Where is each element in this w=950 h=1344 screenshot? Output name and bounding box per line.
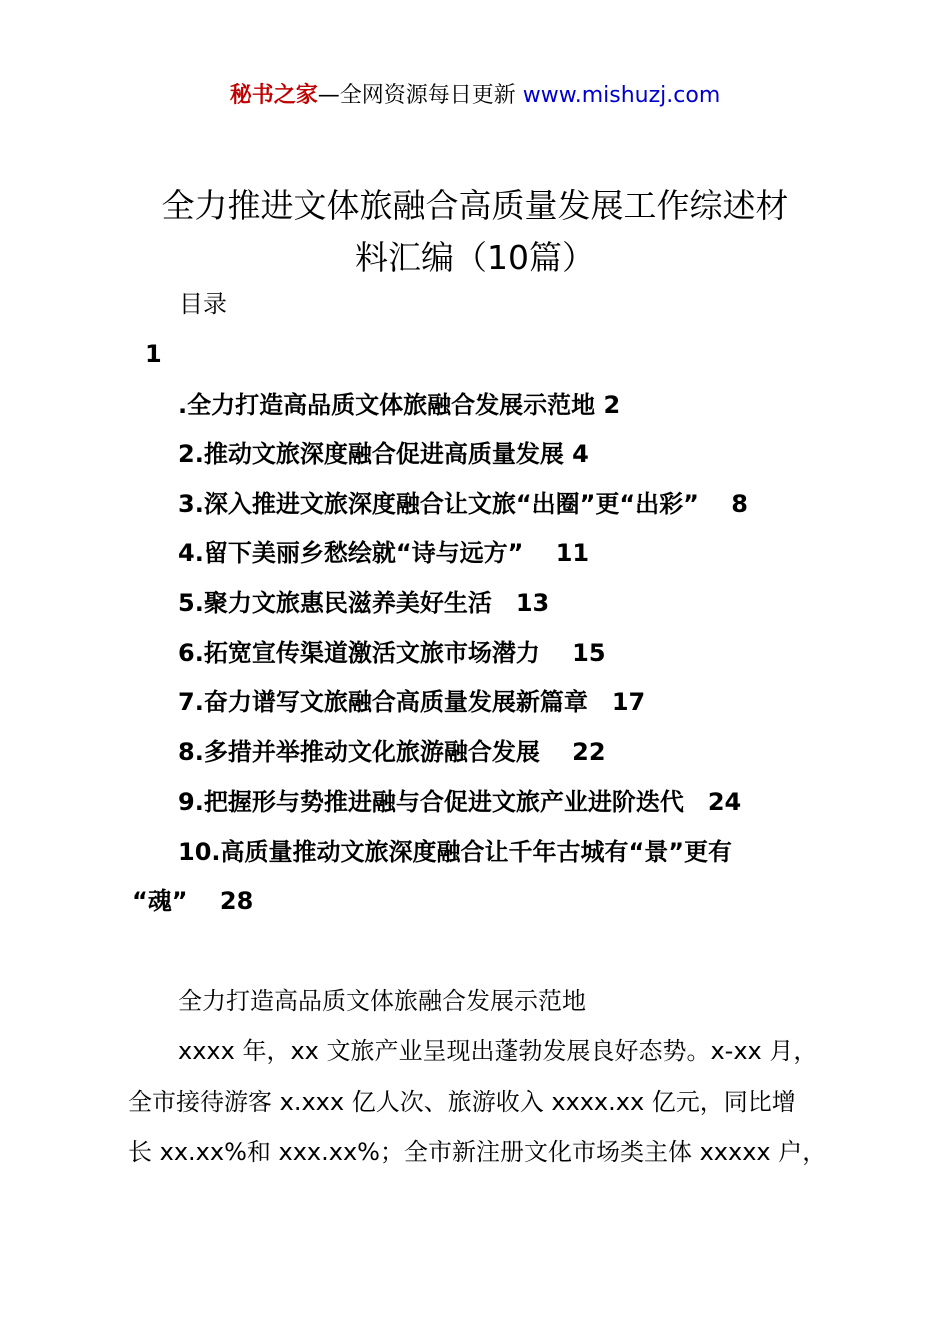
brand-name: 秘书之家 — [229, 83, 318, 108]
toc-item-9[interactable]: 9.把握形与势推进融与合促进文旅产业进阶迭代 24 — [178, 788, 742, 816]
toc-item-6[interactable]: 6.拓宽宣传渠道激活文旅市场潜力 15 — [178, 639, 606, 667]
toc-item-2[interactable]: 2.推动文旅深度融合促进高质量发展 4 — [178, 440, 589, 468]
toc-item-7[interactable]: 7.奋力谱写文旅融合高质量发展新篇章 17 — [178, 688, 646, 716]
document-title — [120, 180, 830, 284]
section-heading: 全力打造高品质文体旅融合发展示范地 — [178, 987, 586, 1015]
toc-item-4[interactable]: 4.留下美丽乡愁绘就“诗与远方” 11 — [178, 539, 590, 567]
toc-first-page-number: 1 — [145, 340, 162, 368]
title-line-2: 料汇编（10篇） — [355, 238, 595, 277]
title-line-1: 全力推进文体旅融合高质量发展工作综述材 — [161, 186, 789, 225]
site-url-link[interactable]: www.mishuzj.com — [522, 83, 721, 108]
toc-heading: 目录 — [179, 290, 227, 318]
paragraph-line-1: xxxx 年，xx 文旅产业呈现出蓬勃发展良好态势。x-xx 月， — [178, 1037, 818, 1065]
site-header — [0, 80, 950, 112]
site-slogan: —全网资源每日更新 — [317, 83, 516, 108]
toc-item-10-continued[interactable]: “魂” 28 — [132, 887, 254, 915]
toc-item-8[interactable]: 8.多措并举推动文化旅游融合发展 22 — [178, 738, 606, 766]
toc-item-10[interactable]: 10.高质量推动文旅深度融合让千年古城有“景”更有 — [178, 838, 733, 866]
paragraph-line-3: 长 xx.xx%和 xxx.xx%；全市新注册文化市场类主体 xxxxx 户， — [128, 1138, 827, 1166]
toc-item-1[interactable]: .全力打造高品质文体旅融合发展示范地 2 — [178, 391, 621, 419]
toc-item-5[interactable]: 5.聚力文旅惠民滋养美好生活 13 — [178, 589, 550, 617]
paragraph-line-2: 全市接待游客 x.xxx 亿人次、旅游收入 xxxx.xx 亿元，同比增 — [128, 1088, 796, 1116]
toc-item-3[interactable]: 3.深入推进文旅深度融合让文旅“出圈”更“出彩” 8 — [178, 490, 748, 518]
